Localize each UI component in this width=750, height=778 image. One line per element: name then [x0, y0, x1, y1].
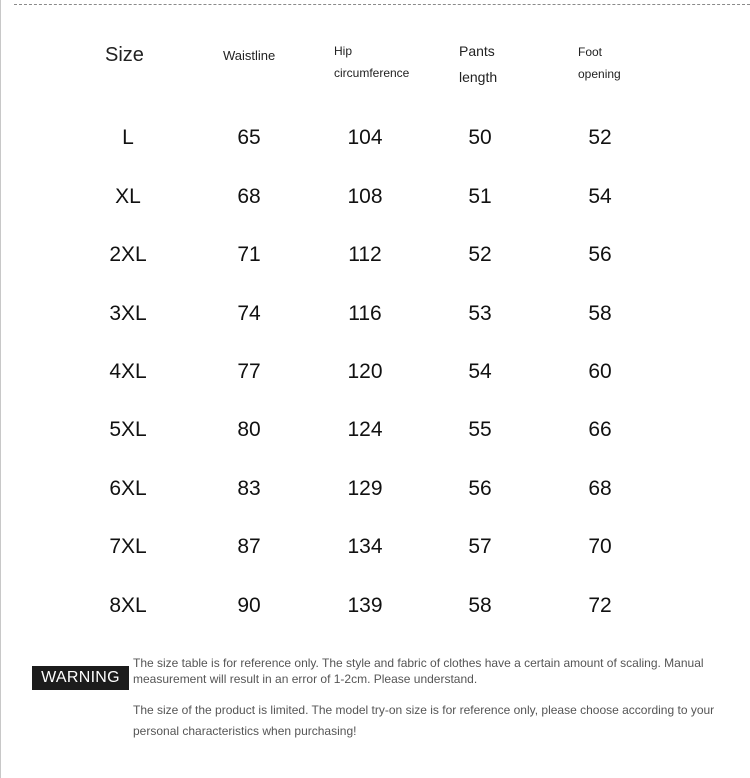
- pants-length-cell: 53: [468, 302, 492, 325]
- foot-opening-cell: 72: [588, 594, 612, 617]
- foot-opening-cell: 58: [588, 302, 612, 325]
- foot-opening-cell: 60: [588, 360, 612, 383]
- pants-length-cell: 52: [468, 243, 492, 266]
- pants-length-cell: 50: [468, 126, 492, 149]
- header-hip-circumference: [334, 40, 409, 84]
- size-cell: 5XL: [109, 418, 147, 441]
- header-foot-line1: Foot: [578, 45, 603, 59]
- pants-length-cell: 54: [468, 360, 492, 383]
- size-cell: 6XL: [109, 477, 147, 500]
- reference-note: The size table is for reference only. The style and fabric of clothes have a certain amount of scaling. Manual measurement will result in an error of 1-2cm. Please understand.: [133, 656, 704, 686]
- waistline-cell: 74: [237, 302, 261, 325]
- warning-badge: WARNING: [32, 666, 129, 690]
- hip-cell: 112: [348, 243, 382, 266]
- table-row: [0, 299, 750, 329]
- size-cell: 7XL: [109, 535, 147, 558]
- waistline-cell: 83: [237, 477, 261, 500]
- size-cell: 4XL: [109, 360, 147, 383]
- hip-cell: 108: [347, 185, 383, 208]
- header-size: Size: [105, 44, 144, 66]
- hip-cell: 104: [347, 126, 383, 149]
- waistline-cell: 80: [237, 418, 261, 441]
- waistline-cell: 65: [237, 126, 261, 149]
- waistline-cell: 87: [237, 535, 261, 558]
- waistline-cell: 71: [237, 243, 261, 266]
- header-hip-line1: Hip: [334, 44, 353, 58]
- foot-opening-cell: 52: [588, 126, 612, 149]
- table-row: [0, 357, 750, 387]
- header-pants-line2: length: [459, 69, 498, 85]
- foot-opening-cell: 54: [588, 185, 612, 208]
- pants-length-cell: 58: [468, 594, 492, 617]
- waistline-cell: 77: [237, 360, 261, 383]
- table-row: [0, 415, 750, 445]
- foot-opening-cell: 66: [588, 418, 612, 441]
- size-cell: 2XL: [109, 243, 147, 266]
- foot-opening-cell: 68: [588, 477, 612, 500]
- table-row: [0, 474, 750, 504]
- table-row: [0, 123, 750, 153]
- pants-length-cell: 51: [468, 185, 492, 208]
- hip-cell: 124: [347, 418, 383, 441]
- size-cell: L: [122, 126, 134, 149]
- header-foot-opening: [578, 41, 621, 85]
- left-border-line: [0, 0, 1, 778]
- header-pants-length: [459, 38, 497, 90]
- table-row: [0, 532, 750, 562]
- hip-cell: 116: [348, 302, 382, 325]
- pants-length-cell: 57: [468, 535, 492, 558]
- hip-cell: 129: [347, 477, 383, 500]
- table-row: [0, 591, 750, 621]
- hip-cell: 134: [347, 535, 383, 558]
- size-cell: 3XL: [109, 302, 147, 325]
- pants-length-cell: 56: [468, 477, 492, 500]
- header-foot-line2: opening: [578, 67, 621, 81]
- size-cell: XL: [115, 185, 141, 208]
- header-hip-line2: circumference: [334, 66, 410, 80]
- hip-cell: 139: [347, 594, 383, 617]
- header-waistline: Waistline: [223, 48, 276, 63]
- table-row: [0, 240, 750, 270]
- header-pants-line1: Pants: [459, 43, 495, 59]
- table-row: [0, 182, 750, 212]
- hip-cell: 120: [347, 360, 383, 383]
- foot-opening-cell: 56: [588, 243, 612, 266]
- waistline-cell: 68: [237, 185, 261, 208]
- top-dashed-divider: [14, 4, 750, 5]
- pants-length-cell: 55: [468, 418, 492, 441]
- waistline-cell: 90: [237, 594, 261, 617]
- try-on-note: The size of the product is limited. The model try-on size is for reference only, please choose according to your personal characteristics when purchasing!: [133, 703, 715, 738]
- size-cell: 8XL: [109, 594, 147, 617]
- foot-opening-cell: 70: [588, 535, 612, 558]
